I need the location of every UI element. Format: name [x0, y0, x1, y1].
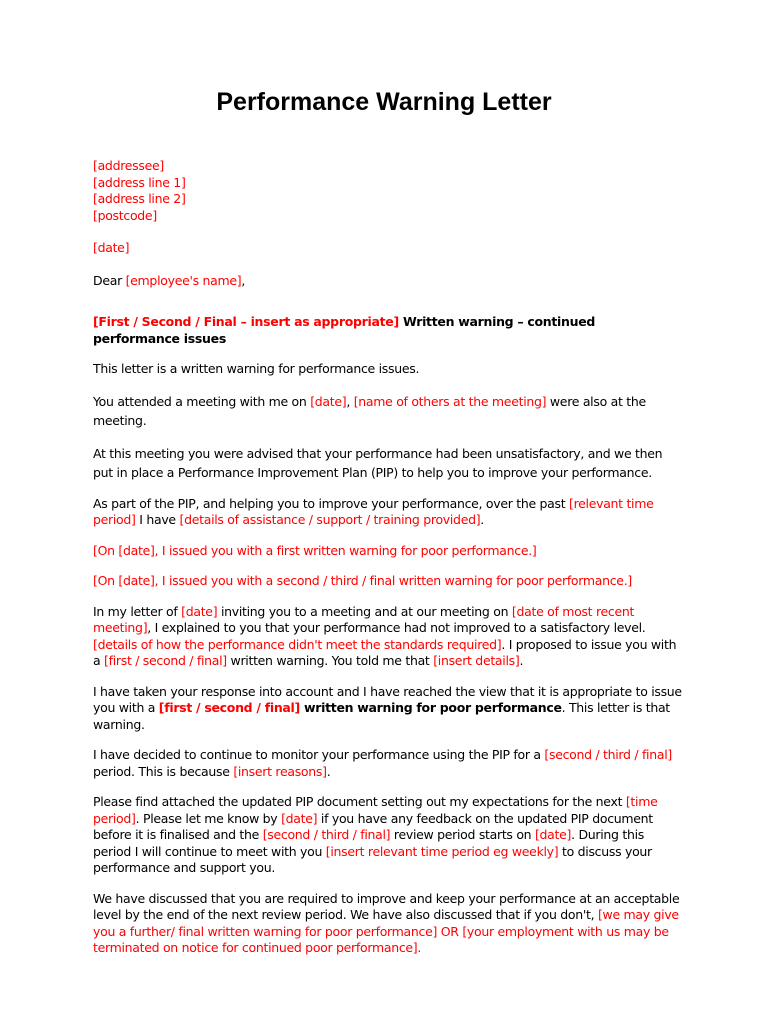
p10-text-b: . Please let me know by: [135, 810, 282, 826]
p2-text-c: were also at the meeting.: [93, 393, 646, 428]
p2-text-a: You attended a meeting with me on: [93, 393, 311, 409]
paragraph-3: At this meeting you were advised that your performance had been unsatisfactory, and we then put in place a Performance Improvement Plan (PIP) to help you to improve your performance.: [93, 445, 663, 480]
p2-others: [name of others at the meeting]: [353, 393, 547, 409]
p8-text-b: written warning for poor performance: [299, 700, 562, 715]
paragraph-1: This letter is a written warning for performance issues.: [93, 361, 420, 376]
p10-text-f: to discuss your performance and support you.: [93, 843, 652, 875]
paragraph-2: [93, 392, 683, 430]
p10-relevant: [insert relevant time period eg weekly]: [325, 843, 559, 859]
p9-text-c: .: [326, 763, 331, 779]
p10-text-d: review period starts on: [390, 827, 535, 842]
p11-option2: [your employment with us may be terminated on notice for continued poor performance]: [93, 923, 669, 955]
p7-text-a: In my letter of: [93, 603, 182, 619]
p7-text-e: written warning. You told me that: [226, 653, 434, 668]
address-line-2: [address line 2]: [93, 191, 186, 206]
p7-insert: [insert details]: [433, 653, 520, 668]
addressee: [addressee]: [93, 158, 164, 173]
p11-text-a: We have discussed that you are required to improve and keep your performance at an acceptable level by the end of the next review period. We have also discussed that if you don't,: [93, 890, 680, 922]
p10-text-e: . During this period I will continue to meet with you: [93, 827, 644, 859]
paragraph-5: [On [date], I issued you with a first written warning for poor performance.]: [93, 542, 537, 558]
p11-text-c: .: [417, 940, 422, 955]
subject-text: Written warning – continued performance issues: [93, 314, 596, 346]
p9-reasons: [insert reasons]: [233, 763, 327, 779]
p2-text-b: ,: [346, 393, 354, 409]
p7-text-f: .: [519, 653, 524, 668]
p4-text-c: .: [480, 512, 484, 527]
p9-level: [second / third / final]: [544, 747, 672, 762]
paragraph-6: [On [date], I issued you with a second / third / final written warning for poor performance.]: [93, 573, 632, 588]
letter-body: [93, 158, 683, 957]
p10-text-a: Please find attached the updated PIP document setting out my expectations for the next: [93, 794, 626, 809]
p8-text-c: . This letter is that warning.: [93, 700, 670, 732]
paragraph-7: [93, 604, 683, 670]
p11-option1: [we may give you a further/ final written warning for poor performance]: [93, 907, 679, 939]
p7-date2: [date of most recent meeting]: [93, 603, 635, 635]
p7-text-c: , I explained to you that your performance had not improved to a satisfactory level.: [147, 620, 646, 635]
p10-date1: [date]: [281, 810, 318, 826]
p10-text-c: if you have any feedback on the updated PIP document before it is finalised and the: [93, 810, 653, 842]
p4-details: [details of assistance / support / training provided]: [179, 512, 481, 527]
subject-placeholder: [First / Second / Final – insert as appropriate]: [93, 314, 399, 329]
salutation-dear: Dear: [93, 272, 126, 288]
p8-level: [first / second / final]: [158, 700, 300, 715]
p7-date1: [date]: [181, 603, 218, 619]
p9-text-a: I have decided to continue to monitor your performance using the PIP for a: [93, 747, 545, 762]
paragraph-4: [93, 496, 683, 529]
p10-level: [second / third / final]: [262, 827, 391, 842]
letter-date: [date]: [93, 240, 130, 255]
page-title: Performance Warning Letter: [216, 88, 552, 116]
p9-text-b: period. This is because: [93, 763, 234, 779]
p7-level: [first / second / final]: [104, 653, 227, 668]
p4-period: [relevant time period]: [93, 495, 654, 527]
paragraph-11: [93, 891, 683, 957]
paragraph-10: [93, 794, 683, 877]
address-line-1: [address line 1]: [93, 174, 186, 190]
p11-text-b: OR: [437, 923, 463, 939]
p4-text-b: I have: [135, 512, 180, 527]
p10-period: [time period]: [93, 794, 658, 826]
salutation-comma: ,: [241, 272, 246, 288]
employee-name: [employee's name]: [125, 272, 242, 288]
salutation: [93, 273, 683, 290]
p2-date: [date]: [310, 393, 347, 409]
subject-line: [93, 314, 683, 347]
postcode: [postcode]: [93, 207, 157, 223]
paragraph-8: [93, 684, 683, 734]
p7-details: [details of how the performance didn't meet the standards required]: [93, 636, 502, 652]
p7-text-d: . I proposed to issue you with a: [93, 636, 677, 668]
p10-date2: [date]: [534, 827, 572, 842]
paragraph-9: [93, 747, 683, 780]
p8-text-a: I have taken your response into account and I have reached the view that it is appropriate to issue you with a: [93, 683, 682, 715]
p7-text-b: inviting you to a meeting and at our meeting on: [217, 603, 512, 619]
p4-text-a: As part of the PIP, and helping you to improve your performance, over the past: [93, 495, 569, 511]
address-block: [93, 158, 683, 224]
